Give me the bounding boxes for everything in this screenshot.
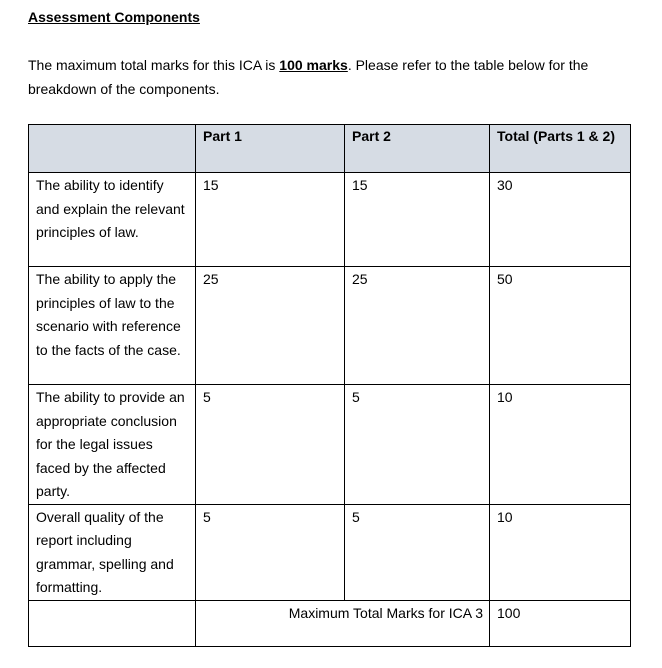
total-marks-emphasis: 100 marks bbox=[279, 57, 348, 73]
criterion-cell: The ability to apply the principles of law to the scenario with reference to the facts of the case. bbox=[29, 267, 196, 385]
part-1-cell: 5 bbox=[196, 385, 345, 505]
intro-text-before: The maximum total marks for this ICA is bbox=[28, 57, 280, 73]
criterion-cell: Overall quality of the report including grammar, spelling and formatting. bbox=[29, 504, 196, 600]
criterion-cell: The ability to identify and explain the relevant principles of law. bbox=[29, 173, 196, 267]
total-cell: 10 bbox=[490, 385, 631, 505]
table-row bbox=[29, 173, 631, 267]
intro-text-after: . Please refer to the table below for the breakdown of the components. bbox=[28, 57, 589, 97]
total-cell: 50 bbox=[490, 267, 631, 385]
assessment-table bbox=[28, 124, 631, 647]
header-criteria bbox=[29, 125, 196, 173]
max-total-label: Maximum Total Marks for ICA 3 bbox=[196, 600, 490, 646]
part-2-cell: 5 bbox=[345, 504, 490, 600]
total-cell: 10 bbox=[490, 504, 631, 600]
footer-empty-cell bbox=[29, 600, 196, 646]
intro-paragraph bbox=[28, 54, 628, 101]
table-header-row bbox=[29, 125, 631, 173]
part-2-cell: 25 bbox=[345, 267, 490, 385]
part-1-cell: 15 bbox=[196, 173, 345, 267]
criterion-cell: The ability to provide an appropriate conclusion for the legal issues faced by the affected party. bbox=[29, 385, 196, 505]
part-1-cell: 25 bbox=[196, 267, 345, 385]
part-2-cell: 15 bbox=[345, 173, 490, 267]
part-2-cell: 5 bbox=[345, 385, 490, 505]
total-cell: 30 bbox=[490, 173, 631, 267]
part-1-cell: 5 bbox=[196, 504, 345, 600]
max-total-value: 100 bbox=[490, 600, 631, 646]
header-part-2: Part 2 bbox=[345, 125, 490, 173]
table-row bbox=[29, 504, 631, 600]
table-row bbox=[29, 385, 631, 505]
header-part-1: Part 1 bbox=[196, 125, 345, 173]
page-title: Assessment Components bbox=[28, 9, 200, 25]
table-footer-row bbox=[29, 600, 631, 646]
table-row bbox=[29, 267, 631, 385]
header-total: Total (Parts 1 & 2) bbox=[490, 125, 631, 173]
